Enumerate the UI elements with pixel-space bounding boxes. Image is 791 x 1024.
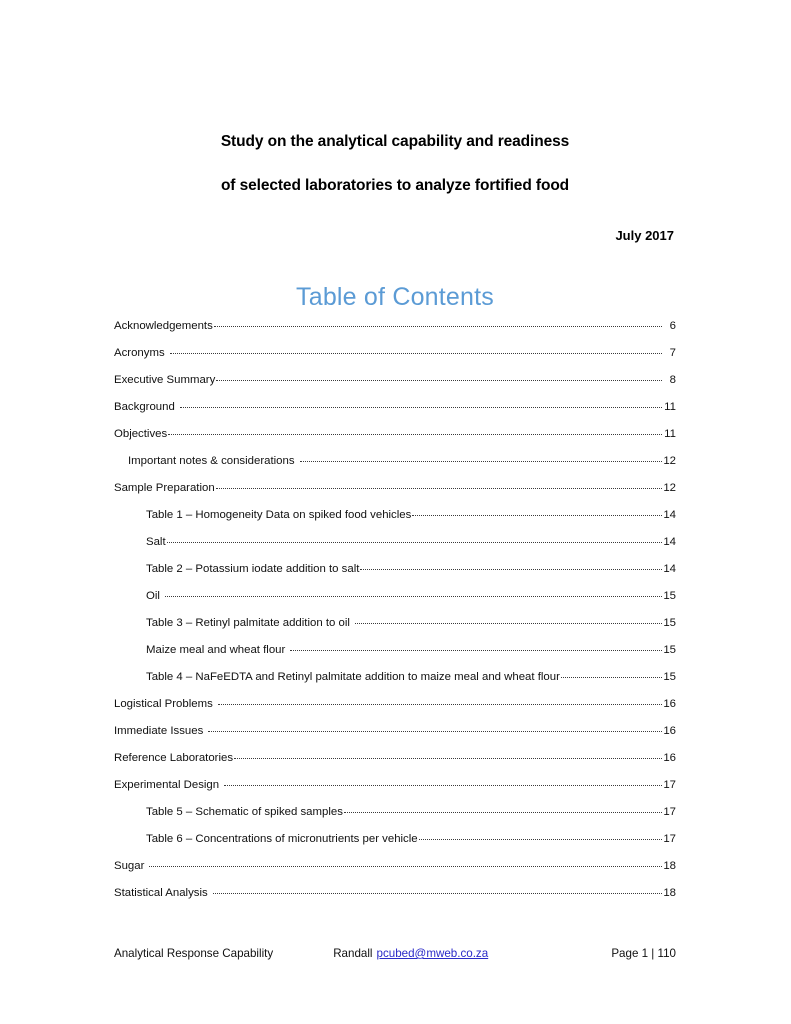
toc-entry[interactable] bbox=[114, 399, 676, 426]
footer-author: Randall bbox=[333, 947, 373, 960]
toc-entry-page-number: 12 bbox=[663, 455, 676, 467]
toc-entry[interactable] bbox=[114, 453, 676, 480]
toc-entry-page-number: 15 bbox=[663, 671, 676, 683]
toc-entry-page-number: 14 bbox=[663, 536, 676, 548]
toc-dot-leader bbox=[419, 831, 662, 842]
toc-entry[interactable] bbox=[114, 669, 676, 696]
toc-entry-label: Table 5 – Schematic of spiked samples bbox=[146, 806, 343, 818]
toc-entry[interactable] bbox=[114, 723, 676, 750]
toc-entry-page-number: 18 bbox=[663, 860, 676, 872]
toc-entry-label: Statistical Analysis bbox=[114, 887, 208, 899]
toc-dot-leader bbox=[168, 426, 662, 437]
toc-dot-leader bbox=[216, 480, 662, 491]
toc-entry-label: Table 3 – Retinyl palmitate addition to oil bbox=[146, 617, 350, 629]
toc-entry[interactable] bbox=[114, 372, 676, 399]
toc-dot-leader bbox=[170, 345, 662, 356]
document-title-line-1: Study on the analytical capability and readiness bbox=[220, 133, 570, 150]
toc-dot-leader bbox=[344, 804, 662, 815]
toc-entry-label: Sample Preparation bbox=[114, 482, 215, 494]
toc-entry-label: Acronyms bbox=[114, 347, 165, 359]
toc-entry-label: Table 6 – Concentrations of micronutrients per vehicle bbox=[146, 833, 418, 845]
toc-dot-leader bbox=[149, 858, 662, 869]
toc-dot-leader bbox=[180, 399, 662, 410]
document-title-line-2: of selected laboratories to analyze fortified food bbox=[220, 177, 570, 194]
toc-entry[interactable] bbox=[114, 831, 676, 858]
toc-entry-page-number: 17 bbox=[663, 779, 676, 791]
table-of-contents-heading: Table of Contents bbox=[296, 283, 494, 311]
footer-organization: Analytical Response Capability bbox=[114, 947, 274, 960]
toc-entry[interactable] bbox=[114, 561, 676, 588]
toc-dot-leader bbox=[218, 696, 662, 707]
toc-entry-label: Table 2 – Potassium iodate addition to salt bbox=[146, 563, 360, 575]
toc-dot-leader bbox=[412, 507, 662, 518]
footer-page-number: Page 1 | 110 bbox=[611, 947, 676, 960]
toc-entry-label: Executive Summary bbox=[114, 374, 216, 386]
toc-entry[interactable] bbox=[114, 750, 676, 777]
toc-dot-leader bbox=[214, 318, 662, 329]
toc-dot-leader bbox=[213, 885, 662, 896]
toc-entry[interactable] bbox=[114, 858, 676, 885]
toc-entry-label: Experimental Design bbox=[114, 779, 220, 791]
page-footer bbox=[114, 947, 676, 960]
table-of-contents-list bbox=[114, 318, 676, 912]
toc-dot-leader bbox=[300, 453, 662, 464]
toc-entry-page-number: 17 bbox=[663, 833, 676, 845]
toc-entry-page-number: 17 bbox=[663, 806, 676, 818]
toc-entry-label: Acknowledgements bbox=[114, 320, 213, 332]
toc-entry-label: Logistical Problems bbox=[114, 698, 213, 710]
toc-entry-page-number: 11 bbox=[664, 401, 676, 413]
toc-dot-leader bbox=[355, 615, 662, 626]
toc-entry[interactable] bbox=[114, 885, 676, 912]
toc-entry-page-number: 18 bbox=[663, 887, 676, 899]
toc-entry-label: Objectives bbox=[114, 428, 168, 440]
document-date: July 2017 bbox=[615, 228, 674, 243]
toc-entry-page-number: 14 bbox=[663, 563, 676, 575]
toc-dot-leader bbox=[208, 723, 662, 734]
toc-entry-page-number: 16 bbox=[663, 752, 676, 764]
toc-entry[interactable] bbox=[114, 345, 676, 372]
toc-dot-leader bbox=[165, 588, 662, 599]
toc-entry[interactable] bbox=[114, 507, 676, 534]
toc-entry-page-number: 15 bbox=[663, 617, 676, 629]
toc-dot-leader bbox=[167, 534, 662, 545]
toc-dot-leader bbox=[216, 372, 662, 383]
toc-entry-label: Sugar bbox=[114, 860, 145, 872]
footer-email-link[interactable]: pcubed@mweb.co.za bbox=[376, 947, 489, 960]
title-block bbox=[114, 120, 676, 243]
toc-entry-label: Immediate Issues bbox=[114, 725, 204, 737]
toc-entry-page-number: 12 bbox=[663, 482, 676, 494]
toc-entry-label: Table 4 – NaFeEDTA and Retinyl palmitate addition to maize meal and wheat flour bbox=[146, 671, 560, 683]
toc-entry-page-number: 7 bbox=[669, 347, 676, 359]
toc-entry-label: Important notes & considerations bbox=[128, 455, 295, 467]
toc-entry[interactable] bbox=[114, 696, 676, 723]
toc-entry[interactable] bbox=[114, 318, 676, 345]
toc-entry-page-number: 16 bbox=[663, 725, 676, 737]
toc-dot-leader bbox=[290, 642, 662, 653]
toc-dot-leader bbox=[234, 750, 662, 761]
toc-entry[interactable] bbox=[114, 534, 676, 561]
toc-entry[interactable] bbox=[114, 777, 676, 804]
toc-entry-label: Background bbox=[114, 401, 175, 413]
toc-entry-page-number: 16 bbox=[663, 698, 676, 710]
toc-entry-page-number: 11 bbox=[664, 428, 676, 440]
toc-entry-page-number: 6 bbox=[669, 320, 676, 332]
toc-entry[interactable] bbox=[114, 426, 676, 453]
toc-entry[interactable] bbox=[114, 588, 676, 615]
toc-entry-label: Oil bbox=[146, 590, 160, 602]
toc-entry-page-number: 8 bbox=[669, 374, 676, 386]
toc-entry[interactable] bbox=[114, 615, 676, 642]
toc-entry-page-number: 15 bbox=[663, 590, 676, 602]
toc-entry-label: Maize meal and wheat flour bbox=[146, 644, 286, 656]
toc-entry-label: Salt bbox=[146, 536, 166, 548]
toc-entry-page-number: 15 bbox=[663, 644, 676, 656]
toc-dot-leader bbox=[360, 561, 662, 572]
toc-dot-leader bbox=[224, 777, 662, 788]
toc-entry[interactable] bbox=[114, 804, 676, 831]
toc-entry[interactable] bbox=[114, 642, 676, 669]
toc-dot-leader bbox=[561, 669, 662, 680]
toc-entry-label: Table 1 – Homogeneity Data on spiked food vehicles bbox=[146, 509, 412, 521]
toc-entry-page-number: 14 bbox=[663, 509, 676, 521]
toc-entry-label: Reference Laboratories bbox=[114, 752, 234, 764]
toc-entry[interactable] bbox=[114, 480, 676, 507]
